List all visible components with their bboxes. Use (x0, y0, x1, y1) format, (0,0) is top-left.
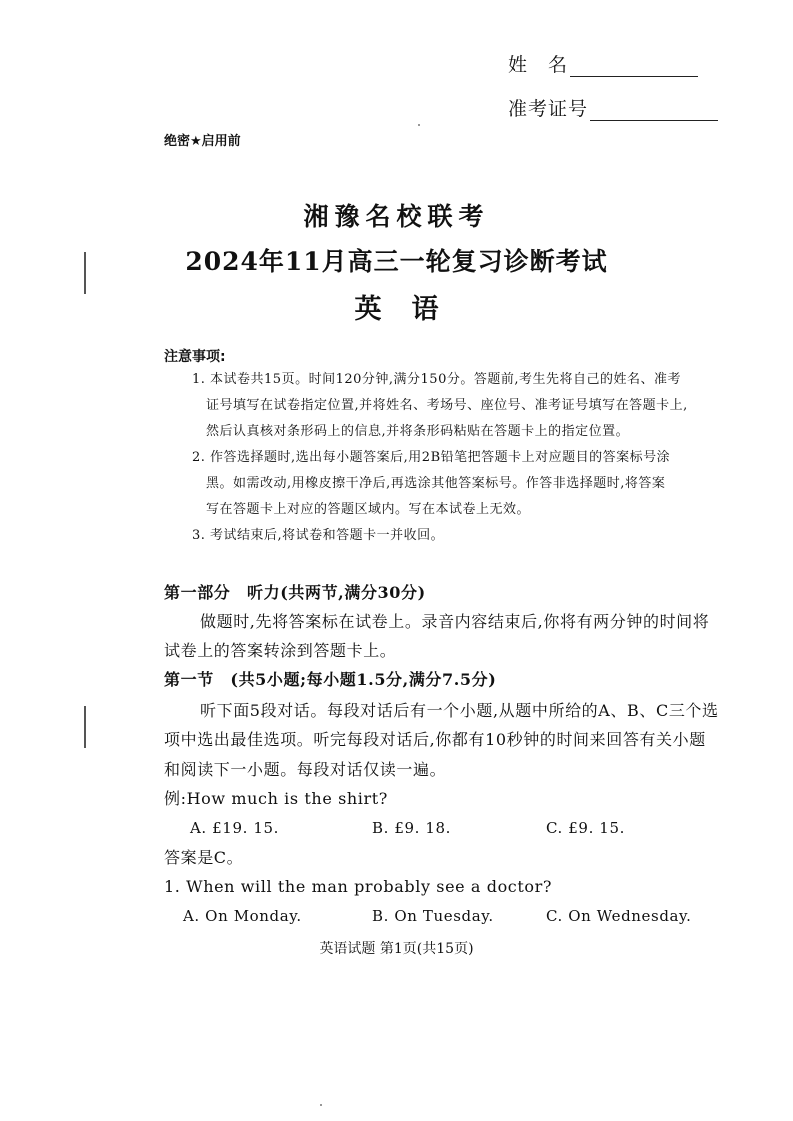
exam-title-line1: 湘豫名校联考 (303, 202, 490, 231)
q1-option-b: B. On Tuesday. (372, 907, 494, 925)
page-footer: 英语试题 第1页(共15页) (319, 941, 474, 957)
example-option-b: B. £9. 18. (372, 819, 452, 837)
section1-heading: 第一节 (共5小题;每小题1.5分,满分7.5分) (164, 670, 497, 689)
q1-option-a: A. On Monday. (183, 907, 302, 925)
example-question: 例:How much is the shirt? (164, 789, 388, 808)
exam-id-blank[interactable] (590, 100, 718, 121)
scan-dot (418, 124, 420, 126)
section1-instruction-line: 和阅读下一小题。每段对话仅读一遍。 (164, 760, 447, 779)
notice-line: 然后认真核对条形码上的信息,并将条形码粘贴在答题卡上的指定位置。 (206, 424, 630, 439)
example-option-a: A. £19. 15. (190, 819, 279, 837)
notice-item (192, 445, 732, 523)
section1-instruction-line: 项中选出最佳选项。听完每段对话后,你都有10秒钟的时间来回答有关小题 (164, 730, 706, 749)
notice-item (192, 367, 732, 445)
example-option-c: C. £9. 15. (546, 819, 625, 837)
name-field (508, 50, 698, 77)
part1-intro-line: 做题时,先将答案标在试卷上。录音内容结束后,你将有两分钟的时间将 (200, 612, 710, 631)
notice-line: 2. 作答选择题时,选出每小题答案后,用2B铅笔把答题卡上对应题目的答案标号涂 (192, 450, 671, 465)
notice-line: 1. 本试卷共15页。时间120分钟,满分150分。答题前,考生先将自己的姓名、准考 (192, 372, 681, 387)
notice-line: 3. 考试结束后,将试卷和答题卡一并收回。 (192, 528, 445, 543)
part1-intro-line: 试卷上的答案转涂到答题卡上。 (164, 641, 397, 660)
notice-line: 写在答题卡上对应的答题区域内。写在本试卷上无效。 (206, 502, 531, 517)
part1-heading: 第一部分 听力(共两节,满分30分) (164, 583, 426, 602)
name-blank[interactable] (570, 56, 698, 77)
example-answer: 答案是C。 (164, 848, 244, 867)
subject-title: 英语 (354, 294, 469, 325)
secret-label: 绝密★启用前 (164, 134, 241, 149)
margin-mark (84, 252, 86, 294)
section1-instruction-line: 听下面5段对话。每段对话后有一个小题,从题中所给的A、B、C三个选 (200, 701, 719, 720)
scan-dot (320, 1104, 322, 1106)
notice-list (192, 367, 732, 549)
notice-line: 黑。如需改动,用橡皮擦干净后,再选涂其他答案标号。作答非选择题时,将答案 (206, 476, 666, 491)
name-label: 姓 名 (508, 54, 569, 76)
exam-id-label: 准考证号 (508, 98, 589, 120)
exam-title-line2: 2024年11月高三一轮复习诊断考试 (185, 247, 608, 276)
notice-item (192, 523, 732, 549)
notice-line: 证号填写在试卷指定位置,并将姓名、考场号、座位号、准考证号填写在答题卡上, (206, 398, 688, 413)
margin-mark (84, 706, 86, 748)
exam-id-field (508, 94, 718, 121)
q1-option-c: C. On Wednesday. (546, 907, 692, 925)
question-1: 1. When will the man probably see a doctor? (164, 877, 553, 896)
notice-heading: 注意事项: (164, 349, 226, 365)
